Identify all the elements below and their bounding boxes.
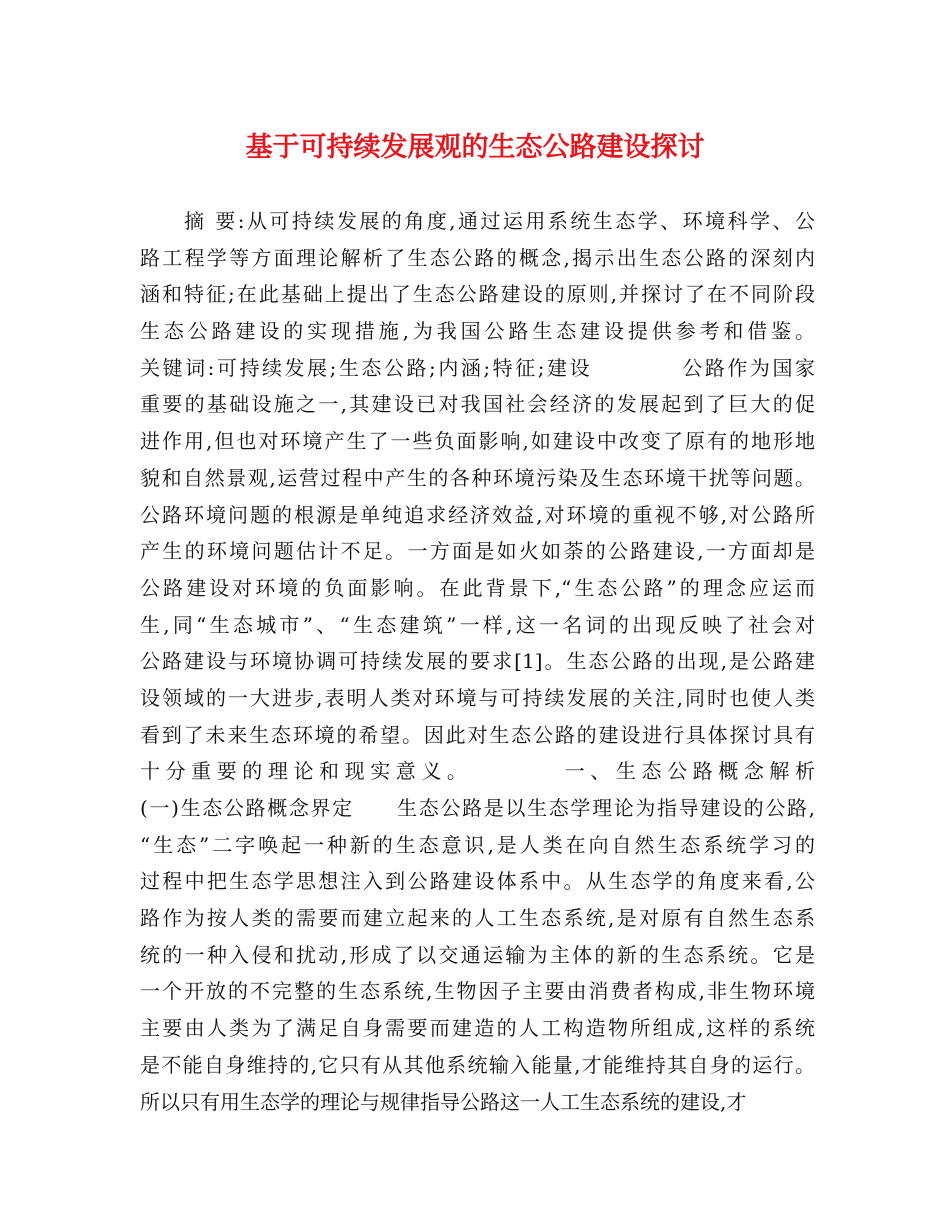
body-line: 涵和特征;在此基础上提出了生态公路建设的原则,并探讨了在不同阶段 — [140, 282, 815, 307]
body-line: “生态”二字唤起一种新的生态意识,是人类在向自然生态系统学习的 — [140, 832, 815, 857]
body-line: 摘 要:从可持续发展的角度,通过运用系统生态学、环境科学、公 — [184, 209, 815, 233]
body-line: 公路建设与环境协调可持续发展的要求[1]。生态公路的出现,是公路建 — [140, 649, 815, 674]
body-line: (一)生态公路概念界定 生态公路是以生态学理论为指导建设的公路, — [140, 796, 815, 820]
body-line: 路作为按人类的需要而建立起来的人工生态系统,是对原有自然生态系 — [140, 906, 815, 931]
body-line: 路工程学等方面理论解析了生态公路的概念,揭示出生态公路的深刻内 — [140, 245, 815, 270]
body-line: 统的一种入侵和扰动,形成了以交通运输为主体的新的生态系统。它是 — [140, 942, 815, 967]
body-line: 主要由人类为了满足自身需要而建造的人工构造物所组成,这样的系统 — [140, 1016, 815, 1041]
body-line: 貌和自然景观,运营过程中产生的各种环境污染及生态环境干扰等问题。 — [140, 465, 815, 490]
body-line: 重要的基础设施之一,其建设已对我国社会经济的发展起到了巨大的促 — [140, 392, 815, 417]
document-body — [140, 203, 815, 1120]
body-line: 生,同“生态城市”、“生态建筑”一样,这一名词的出现反映了社会对 — [140, 612, 815, 637]
body-line: 一个开放的不完整的生态系统,生物因子主要由消费者构成,非生物环境 — [140, 979, 815, 1004]
body-line: 生态公路建设的实现措施,为我国公路生态建设提供参考和借鉴。 — [140, 319, 815, 344]
body-line: 关键词:可持续发展;生态公路;内涵;特征;建设 公路作为国家 — [140, 355, 815, 380]
body-line: 公路建设对环境的负面影响。在此背景下,“生态公路”的理念应运而 — [140, 575, 815, 600]
body-line: 十分重要的理论和现实意义。 一、生态公路概念解析 — [140, 759, 815, 784]
body-line: 过程中把生态学思想注入到公路建设体系中。从生态学的角度来看,公 — [140, 869, 815, 894]
body-line: 是不能自身维持的,它只有从其他系统输入能量,才能维持其自身的运行。 — [140, 1052, 815, 1077]
body-line: 所以只有用生态学的理论与规律指导公路这一人工生态系统的建设,才 — [140, 1089, 747, 1114]
body-line: 看到了未来生态环境的希望。因此对生态公路的建设进行具体探讨具有 — [140, 722, 815, 747]
body-line: 公路环境问题的根源是单纯追求经济效益,对环境的重视不够,对公路所 — [140, 502, 815, 527]
body-line: 设领域的一大进步,表明人类对环境与可持续发展的关注,同时也使人类 — [140, 685, 815, 710]
body-line: 进作用,但也对环境产生了一些负面影响,如建设中改变了原有的地形地 — [140, 429, 815, 454]
body-line: 产生的环境问题估计不足。一方面是如火如荼的公路建设,一方面却是 — [140, 539, 815, 564]
document-title: 基于可持续发展观的生态公路建设探讨 — [245, 132, 705, 163]
